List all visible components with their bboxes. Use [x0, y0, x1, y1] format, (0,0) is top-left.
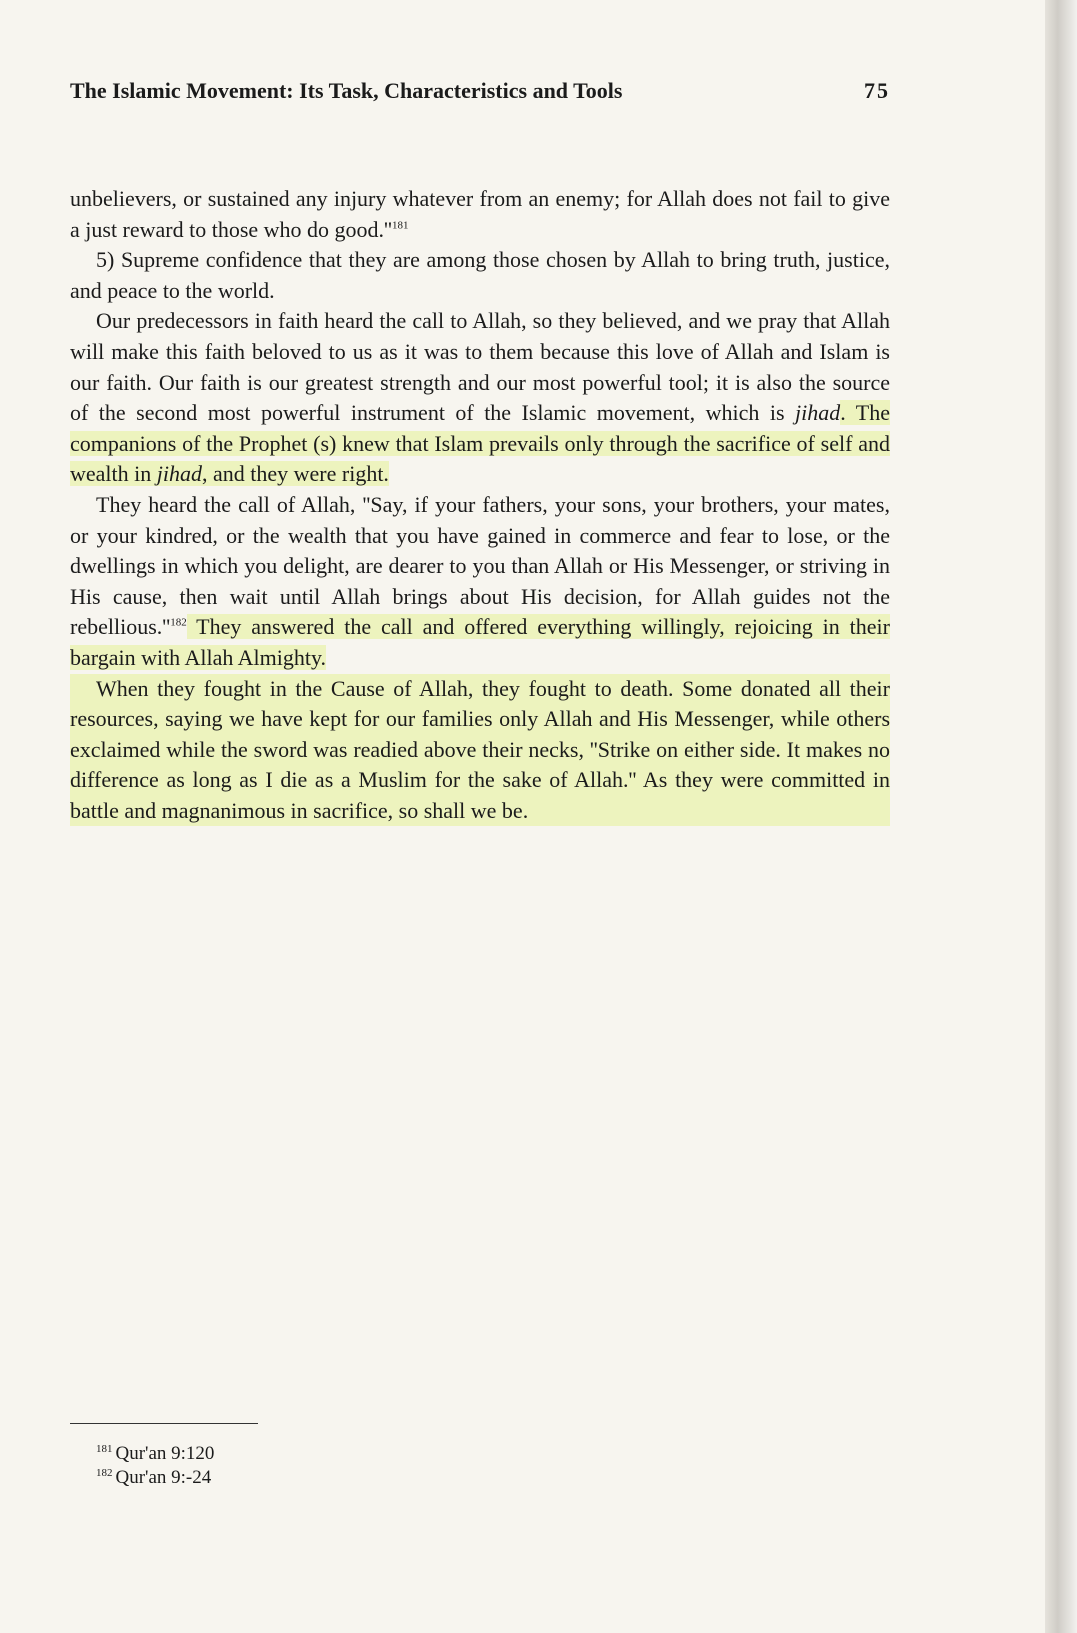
- footnote-182: [96, 1466, 214, 1490]
- book-gutter-edge: [1045, 0, 1077, 1633]
- footnote-ref-181: 181: [392, 219, 409, 232]
- footnote-182-text: Qur'an 9:-24: [115, 1467, 212, 1488]
- footnote-ref-182: 182: [170, 616, 187, 629]
- paragraph-3-emphasis-a: jihad: [794, 400, 841, 426]
- running-header-title: The Islamic Movement: Its Task, Characteristics and Tools: [70, 78, 623, 103]
- footnote-181-number: 181: [96, 1442, 113, 1455]
- paragraph-3-text-c: , and they were right.: [202, 461, 389, 487]
- paragraph-3-text-b: . The companions of the Prophet (s) knew that Islam prevails only through the sacrifice of self and wealth in: [70, 400, 890, 487]
- footnote-182-number: 182: [96, 1466, 113, 1479]
- running-header: [70, 78, 890, 104]
- paragraph-5-text: When they fought in the Cause of Allah, they fought to death. Some donated all their resources, saying we have kept for our families only Allah and His Messenger, while others exclaimed while the sword was readied above their necks, ''Strike on either side. It makes no difference as long as I die as a Muslim for the sake of Allah.'' As they were committed in battle and magnanimous in sacrifice, so shall we be.: [70, 675, 890, 823]
- paragraph-3: [70, 306, 890, 490]
- footnotes: [96, 1442, 214, 1490]
- page-number: 75: [864, 78, 890, 103]
- paragraph-2-text: 5) Supreme confidence that they are among those chosen by Allah to bring truth, justice, and peace to the world.: [70, 247, 890, 303]
- paragraph-4-text-b: They answered the call and offered everything willingly, rejoicing in their bargain with Allah Almighty.: [70, 614, 890, 670]
- main-text: [70, 184, 890, 826]
- footnote-181: [96, 1442, 214, 1466]
- paragraph-1-text: unbelievers, or sustained any injury whatever from an enemy; for Allah does not fail to give a just reward to those who do good.'': [70, 186, 890, 242]
- paragraph-2: [70, 245, 890, 306]
- footnote-181-text: Qur'an 9:120: [115, 1443, 215, 1464]
- paragraph-3-text-a: Our predecessors in faith heard the call to Allah, so they believed, and we pray that Allah will make this faith beloved to us as it was to them because this love of Allah and Islam is our faith. Our faith is our greatest strength and our most powerful tool; it is also the source of the second most powerful instrument of the Islamic movement, which is: [70, 308, 890, 426]
- paragraph-4: [70, 490, 890, 674]
- paragraph-1: [70, 184, 890, 245]
- paragraph-5: [70, 674, 890, 827]
- footnote-divider: [70, 1423, 258, 1424]
- paragraph-4-text-a: They heard the call of Allah, ''Say, if your fathers, your sons, your brothers, your mates, or your kindred, or the wealth that you have gained in commerce and fear to lose, or the dwellings in which you delight, are dearer to you than Allah or His Messenger, or striving in His cause, then wait until Allah brings about His decision, for Allah guides not the rebellious.'': [70, 491, 890, 640]
- paragraph-3-emphasis-b: jihad: [156, 461, 202, 487]
